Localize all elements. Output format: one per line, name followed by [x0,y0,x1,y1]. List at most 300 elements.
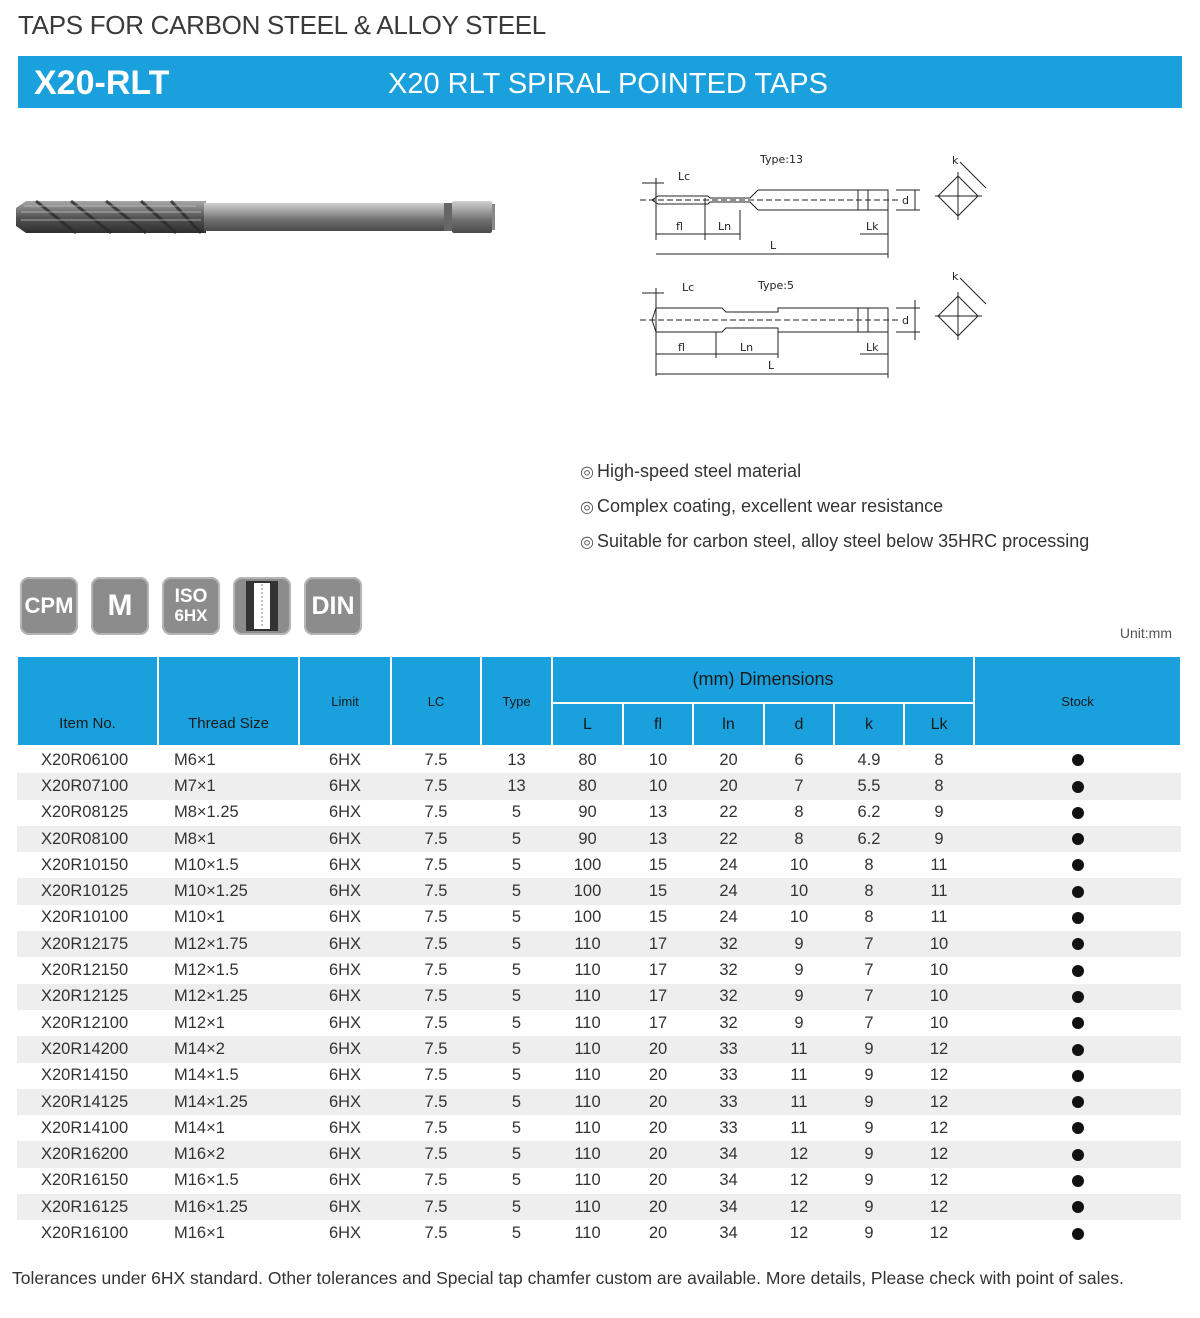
table-cell-lc: 7.5 [391,1036,481,1062]
table-cell-type: 5 [481,1141,552,1167]
in-stock-dot-icon [1072,859,1084,871]
table-cell-stock [974,773,1181,799]
table-cell-fl: 20 [648,1223,668,1242]
table-cell-limit: 6HX [328,1223,362,1242]
header-d: d [764,703,834,746]
table-cell-lc: 7.5 [424,1223,448,1242]
table-cell-stock [974,905,1181,931]
table-cell-l: 110 [552,1141,623,1167]
in-stock-dot-icon [1072,807,1084,819]
header-lc: LC [391,656,481,746]
table-cell-k: 9 [834,1141,904,1167]
table-cell-l: 100 [573,908,602,927]
table-cell-type: 5 [481,1089,552,1115]
iso-6hx-badge-icon: ISO 6HX [162,577,220,635]
table-cell-ln: 24 [693,878,764,904]
table-cell-lc: 7.5 [424,1066,448,1085]
table-cell-type: 5 [511,1223,522,1242]
table-cell-ln: 24 [719,855,738,874]
table-cell-limit: 6HX [328,1066,362,1085]
table-cell-k: 8 [864,908,874,927]
table-cell-item-no: X20R10150 [41,855,129,874]
table-cell-fl: 20 [623,1194,693,1220]
table-cell-lk: 12 [929,1066,949,1085]
unit-label: Unit:mm [1119,625,1172,641]
table-row [17,1063,1181,1089]
table-cell-lc: 7.5 [391,1194,481,1220]
table-cell-stock [974,1194,1181,1220]
category-title: TAPS FOR CARBON STEEL & ALLOY STEEL [18,10,546,40]
spec-badges [20,577,362,635]
table-cell-k: 9 [864,1171,874,1190]
spec-table [16,655,1182,1247]
double-circle-bullet-icon: ◎ [580,462,594,481]
type5-d: d [902,314,909,327]
table-cell-thread-size: M10×1.5 [174,855,239,874]
table-cell-d: 8 [764,826,834,852]
table-cell-fl: 10 [623,773,693,799]
table-cell-limit: 6HX [299,1036,391,1062]
table-cell-thread-size: M14×2 [158,1036,299,1062]
table-cell-lk: 12 [904,1194,974,1220]
type5-k: k [952,270,959,283]
table-cell-fl: 17 [648,961,668,980]
table-cell-k: 7 [834,931,904,957]
table-cell-k: 7 [864,1013,874,1032]
table-cell-thread-size: M12×1.5 [174,961,239,980]
product-name: X20 RLT SPIRAL POINTED TAPS [388,68,828,100]
table-row [17,957,1181,983]
table-cell-limit: 6HX [328,803,362,822]
table-cell-lc: 7.5 [424,855,448,874]
table-cell-type: 5 [511,855,522,874]
table-cell-d: 12 [789,1223,809,1242]
table-cell-stock [974,1063,1181,1089]
table-cell-l: 110 [574,1013,601,1032]
table-cell-k: 9 [864,1118,874,1137]
table-cell-fl: 20 [648,1066,668,1085]
table-cell-k: 6.2 [857,803,881,822]
table-cell-limit: 6HX [299,878,391,904]
table-row [17,878,1181,904]
table-cell-thread-size: M12×1.75 [158,931,299,957]
in-stock-dot-icon [1072,1175,1084,1187]
table-cell-ln: 32 [693,984,764,1010]
table-cell-k: 9 [864,1223,874,1242]
table-cell-stock [974,957,1181,983]
in-stock-dot-icon [1072,886,1084,898]
table-cell-fl: 20 [623,1036,693,1062]
table-cell-thread-size: M14×1 [174,1118,225,1137]
header-item-no: Item No. [17,656,158,746]
table-cell-stock [974,1220,1181,1246]
table-cell-lc: 7.5 [424,1013,448,1032]
in-stock-dot-icon [1072,1044,1084,1056]
table-cell-thread-size: M10×1.25 [158,878,299,904]
type13-k: k [952,154,959,167]
table-cell-l: 90 [578,803,597,822]
table-cell-l: 110 [574,1066,601,1085]
table-cell-k: 7 [834,984,904,1010]
in-stock-dot-icon [1072,991,1084,1003]
table-cell-item-no: X20R12100 [41,1013,129,1032]
type13-ln: Ln [718,220,732,233]
table-cell-lk: 12 [929,1171,949,1190]
header-dimensions: (mm) Dimensions [552,656,974,703]
table-cell-ln: 33 [719,1118,738,1137]
table-cell-limit: 6HX [328,750,362,769]
table-cell-item-no: X20R16150 [41,1171,129,1190]
table-cell-stock [974,931,1181,957]
table-cell-ln: 34 [719,1223,738,1242]
table-cell-lc: 7.5 [391,773,481,799]
table-cell-lc: 7.5 [391,1089,481,1115]
table-cell-thread-size: M14×1.5 [174,1066,239,1085]
in-stock-dot-icon [1072,781,1084,793]
tap-photo [16,192,496,242]
table-cell-l: 110 [552,1194,623,1220]
table-cell-thread-size: M16×2 [158,1141,299,1167]
in-stock-dot-icon [1072,1201,1084,1213]
table-cell-item-no: X20R10100 [41,908,129,927]
table-row [17,905,1181,931]
table-cell-k: 9 [834,1089,904,1115]
table-cell-item-no: X20R16125 [17,1194,158,1220]
table-cell-l: 110 [552,984,623,1010]
table-cell-thread-size: M16×1.5 [174,1171,239,1190]
table-row [17,1115,1181,1141]
table-cell-limit: 6HX [328,908,362,927]
table-cell-item-no: X20R14200 [17,1036,158,1062]
table-cell-ln: 34 [719,1171,738,1190]
table-cell-lk: 11 [930,908,948,927]
table-row [17,931,1181,957]
table-cell-thread-size: M10×1 [174,908,225,927]
table-cell-l: 110 [552,931,623,957]
in-stock-dot-icon [1072,1149,1084,1161]
table-cell-limit: 6HX [328,961,362,980]
table-cell-item-no: X20R14125 [17,1089,158,1115]
table-cell-lk: 12 [904,1036,974,1062]
header-stock: Stock [974,656,1181,746]
type13-lk: Lk [866,220,879,233]
din-badge-icon: DIN [304,577,362,635]
table-cell-thread-size: M6×1 [174,750,216,769]
table-cell-limit: 6HX [328,1013,362,1032]
table-cell-d: 7 [764,773,834,799]
table-cell-lk: 10 [904,984,974,1010]
table-row [17,1010,1181,1036]
table-cell-limit: 6HX [328,855,362,874]
table-cell-lk: 12 [929,1118,949,1137]
table-cell-lc: 7.5 [391,878,481,904]
table-cell-type: 5 [511,1013,522,1032]
table-cell-thread-size: M7×1 [158,773,299,799]
table-cell-fl: 17 [623,931,693,957]
table-cell-lk: 8 [934,750,944,769]
type5-lc: Lc [682,281,695,294]
table-cell-type: 5 [511,961,522,980]
table-cell-ln: 20 [719,750,738,769]
table-cell-stock [974,826,1181,852]
table-cell-l: 110 [574,1223,601,1242]
table-cell-l: 100 [552,878,623,904]
table-cell-d: 10 [789,908,809,927]
table-cell-k: 5.5 [834,773,904,799]
table-cell-limit: 6HX [299,1141,391,1167]
in-stock-dot-icon [1072,1096,1084,1108]
table-cell-lc: 7.5 [391,826,481,852]
feature-item: ◎ Complex coating, excellent wear resistance [580,496,944,516]
type13-d: d [902,194,909,207]
feature-item: ◎ Suitable for carbon steel, alloy steel below 35HRC processing [580,531,1090,551]
table-cell-thread-size: M12×1 [174,1013,225,1032]
in-stock-dot-icon [1072,1017,1084,1029]
header-limit: Limit [299,656,391,746]
table-cell-stock [974,1089,1181,1115]
table-row [17,826,1181,852]
table-cell-k: 9 [834,1194,904,1220]
type13-lc: Lc [678,170,691,183]
table-cell-fl: 20 [623,1089,693,1115]
table-cell-ln: 33 [693,1036,764,1062]
table-cell-type: 5 [481,826,552,852]
table-cell-lc: 7.5 [424,908,448,927]
type5-l: L [768,359,775,372]
table-cell-lc: 7.5 [424,961,448,980]
spec-table-body [17,746,1181,1247]
table-row [17,852,1181,878]
table-cell-l: 110 [552,1036,623,1062]
table-cell-type: 5 [511,1171,522,1190]
table-cell-type: 5 [481,878,552,904]
in-stock-dot-icon [1072,754,1084,766]
type5-ln: Ln [740,341,754,354]
table-cell-type: 5 [511,1118,522,1137]
table-cell-ln: 32 [719,961,738,980]
table-cell-d: 12 [764,1141,834,1167]
table-row [17,984,1181,1010]
table-cell-lk: 10 [904,931,974,957]
table-cell-d: 9 [794,961,804,980]
type13-title: Type:13 [760,153,803,166]
table-cell-l: 110 [574,1171,601,1190]
in-stock-dot-icon [1072,938,1084,950]
double-circle-bullet-icon: ◎ [580,497,594,516]
table-cell-lc: 7.5 [424,1171,448,1190]
table-cell-lc: 7.5 [424,803,448,822]
table-cell-lk: 9 [934,803,944,822]
table-cell-ln: 22 [693,826,764,852]
table-cell-fl: 15 [623,878,693,904]
table-cell-limit: 6HX [299,773,391,799]
table-cell-k: 9 [834,1036,904,1062]
table-cell-d: 6 [794,750,804,769]
type13-l: L [770,239,777,252]
table-cell-fl: 20 [623,1141,693,1167]
table-cell-lc: 7.5 [391,931,481,957]
table-cell-fl: 10 [648,750,668,769]
table-row [17,1220,1181,1246]
table-row [17,746,1181,773]
table-cell-lk: 12 [929,1223,949,1242]
table-cell-fl: 15 [648,908,668,927]
feature-list [580,458,1089,563]
table-cell-ln: 32 [719,1013,738,1032]
table-cell-fl: 20 [648,1171,668,1190]
table-cell-d: 12 [764,1194,834,1220]
table-cell-k: 8 [834,878,904,904]
table-cell-lc: 7.5 [391,1141,481,1167]
type5-fl: fl [678,341,685,354]
table-row [17,800,1181,826]
table-cell-k: 4.9 [857,750,881,769]
table-cell-d: 9 [794,1013,804,1032]
product-code: X20-RLT [34,64,170,102]
table-cell-ln: 33 [719,1066,738,1085]
table-cell-d: 11 [790,1118,808,1137]
table-cell-item-no: X20R10125 [17,878,158,904]
table-cell-k: 6.2 [834,826,904,852]
table-cell-stock [974,984,1181,1010]
table-cell-k: 8 [864,855,874,874]
table-cell-d: 12 [789,1171,809,1190]
table-cell-stock [974,1010,1181,1036]
table-cell-item-no: X20R12175 [17,931,158,957]
table-cell-stock [974,1168,1181,1194]
table-row [17,1036,1181,1062]
table-cell-lk: 11 [930,855,948,874]
in-stock-dot-icon [1072,1070,1084,1082]
table-cell-thread-size: M16×1.25 [158,1194,299,1220]
type13-fl: fl [676,220,683,233]
table-cell-fl: 13 [623,826,693,852]
type5-title: Type:5 [758,279,794,292]
table-cell-limit: 6HX [328,1171,362,1190]
table-cell-k: 9 [864,1066,874,1085]
table-cell-stock [974,878,1181,904]
table-cell-thread-size: M8×1.25 [174,803,239,822]
table-cell-item-no: X20R08125 [41,803,129,822]
in-stock-dot-icon [1072,912,1084,924]
table-cell-fl: 17 [623,984,693,1010]
table-cell-type: 5 [511,908,522,927]
table-cell-stock [974,1036,1181,1062]
cpm-badge-icon: CPM [20,577,78,635]
table-cell-ln: 34 [693,1194,764,1220]
table-cell-limit: 6HX [299,984,391,1010]
table-cell-thread-size: M12×1.25 [158,984,299,1010]
table-cell-item-no: X20R08100 [17,826,158,852]
table-cell-lk: 10 [929,1013,949,1032]
table-cell-item-no: X20R12125 [17,984,158,1010]
table-cell-l: 110 [574,961,601,980]
table-cell-lc: 7.5 [391,984,481,1010]
table-cell-d: 11 [764,1036,834,1062]
in-stock-dot-icon [1072,965,1084,977]
table-cell-limit: 6HX [299,1089,391,1115]
table-cell-item-no: X20R06100 [41,750,129,769]
header-fl: fl [623,703,693,746]
table-cell-lk: 8 [904,773,974,799]
table-cell-thread-size: M16×1 [174,1223,225,1242]
header-thread-size: Thread Size [158,656,299,746]
table-cell-ln: 20 [693,773,764,799]
table-cell-lk: 11 [904,878,974,904]
table-cell-lc: 7.5 [424,750,448,769]
table-cell-l: 110 [552,1089,623,1115]
table-cell-stock [974,1115,1181,1141]
table-cell-k: 7 [864,961,874,980]
table-cell-type: 5 [481,1194,552,1220]
table-cell-ln: 34 [693,1141,764,1167]
table-cell-type: 13 [481,773,552,799]
table-cell-ln: 32 [693,931,764,957]
table-cell-d: 9 [764,984,834,1010]
in-stock-dot-icon [1072,1122,1084,1134]
table-cell-thread-size: M14×1.25 [158,1089,299,1115]
header-l: L [552,703,623,746]
table-row [17,1089,1181,1115]
footnote: Tolerances under 6HX standard. Other tolerances and Special tap chamfer custom are available. More details, Please check with point of sales. [12,1268,1124,1288]
table-cell-fl: 15 [648,855,668,874]
table-cell-item-no: X20R16200 [17,1141,158,1167]
in-stock-dot-icon [1072,1228,1084,1240]
table-cell-stock [974,1141,1181,1167]
table-cell-item-no: X20R16100 [41,1223,129,1242]
table-cell-l: 90 [552,826,623,852]
table-cell-l: 100 [573,855,602,874]
table-cell-d: 8 [794,803,804,822]
table-cell-item-no: X20R12150 [41,961,129,980]
table-row [17,773,1181,799]
shank-badge-icon [233,577,291,635]
table-cell-type: 5 [511,1066,522,1085]
table-cell-lk: 9 [904,826,974,852]
in-stock-dot-icon [1072,833,1084,845]
table-cell-item-no: X20R07100 [17,773,158,799]
table-cell-stock [974,746,1181,773]
table-cell-type: 5 [481,984,552,1010]
table-cell-d: 11 [790,1066,808,1085]
table-cell-l: 80 [552,773,623,799]
table-cell-limit: 6HX [328,1118,362,1137]
table-cell-type: 13 [507,750,526,769]
double-circle-bullet-icon: ◎ [580,532,594,551]
table-cell-lk: 12 [904,1089,974,1115]
table-cell-fl: 20 [648,1118,668,1137]
header-ln: ln [693,703,764,746]
table-cell-lc: 7.5 [424,1118,448,1137]
technical-drawing [630,150,1000,385]
table-cell-limit: 6HX [299,826,391,852]
table-cell-item-no: X20R14150 [41,1066,129,1085]
table-cell-l: 110 [574,1118,601,1137]
table-cell-ln: 24 [719,908,738,927]
type5-lk: Lk [866,341,879,354]
table-cell-fl: 13 [648,803,668,822]
table-cell-stock [974,852,1181,878]
table-cell-type: 5 [481,1036,552,1062]
table-cell-lk: 10 [929,961,949,980]
table-cell-lk: 12 [904,1141,974,1167]
table-cell-d: 10 [764,878,834,904]
table-cell-d: 11 [764,1089,834,1115]
table-row [17,1194,1181,1220]
metric-badge-icon: M [91,577,149,635]
table-cell-ln: 33 [693,1089,764,1115]
table-cell-thread-size: M8×1 [158,826,299,852]
